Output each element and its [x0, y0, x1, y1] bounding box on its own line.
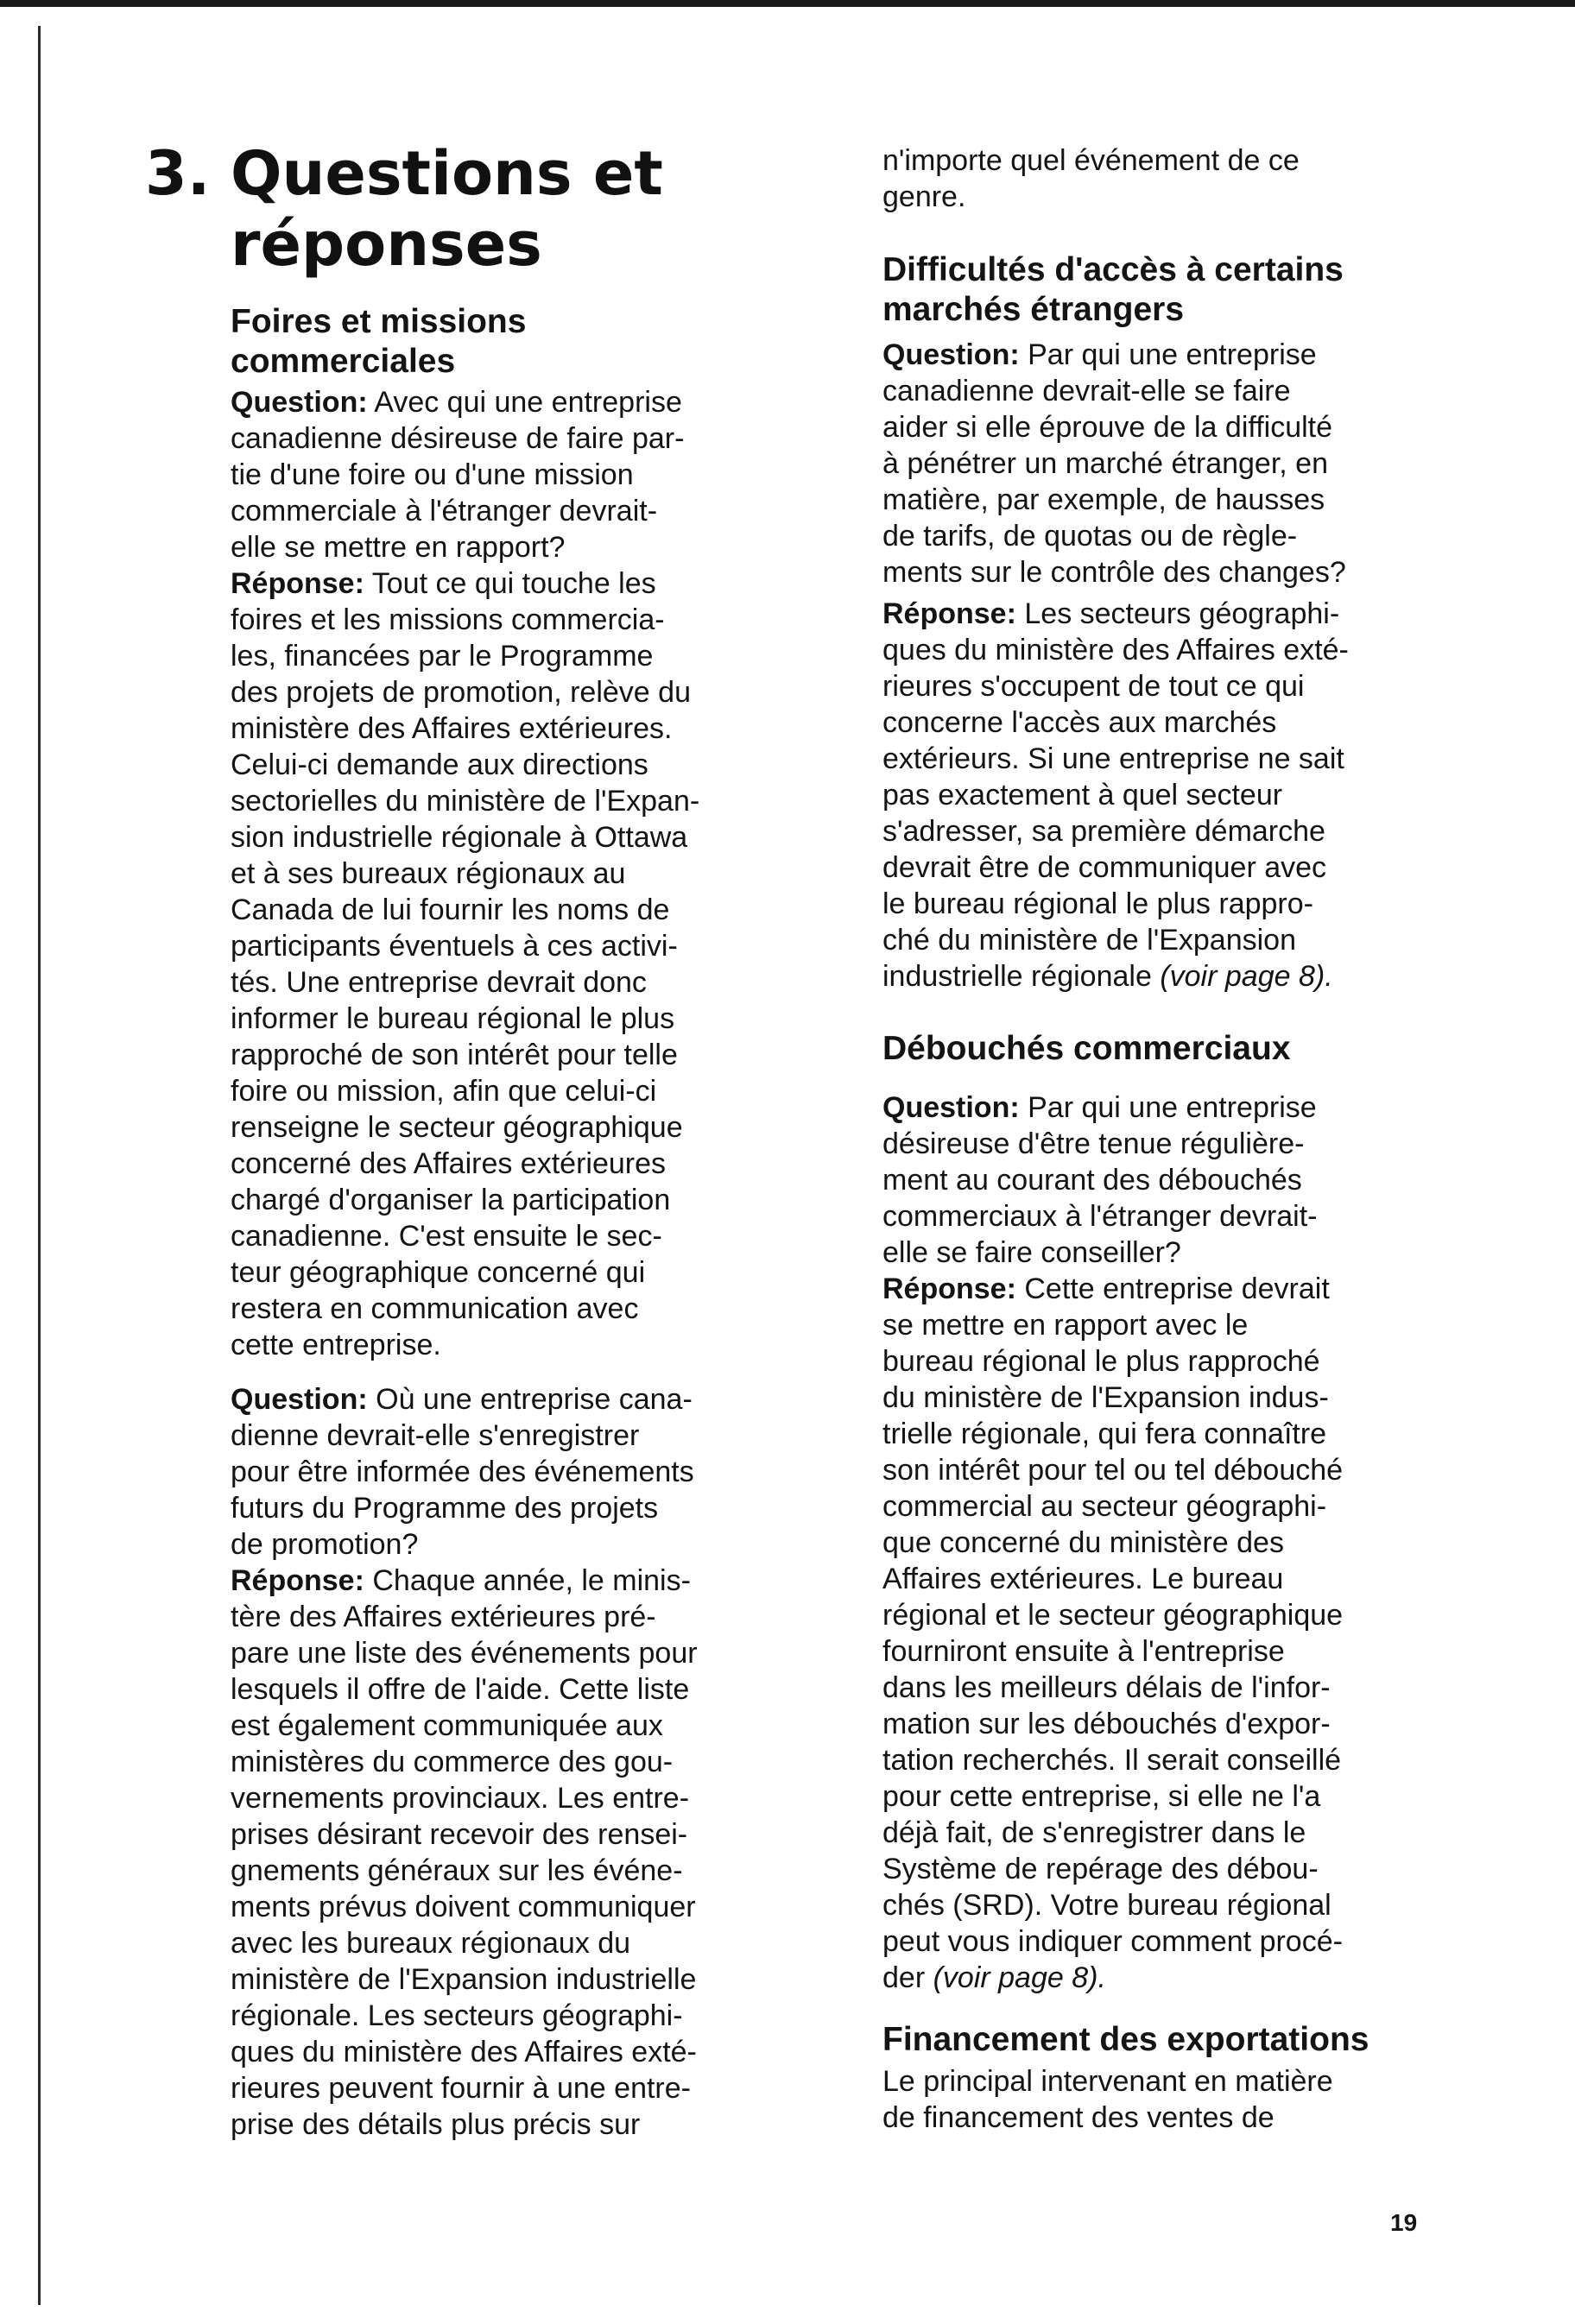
paragraph-line: [231, 1671, 689, 1708]
line-text: gnements généraux sur les événe-: [231, 1854, 683, 1887]
paragraph-line: [231, 1490, 658, 1526]
paragraph-line: [231, 1146, 666, 1182]
line-text: mation sur les débouchés d'expor-: [882, 1708, 1331, 1740]
line-text: Canada de lui fournir les noms de: [231, 894, 670, 926]
line-text: canadienne désireuse de faire par-: [231, 422, 685, 455]
paragraph-line: [882, 2100, 1275, 2136]
line-text: Par qui une entreprise: [1028, 338, 1317, 371]
paragraph-line: [231, 638, 653, 674]
line-text: et à ses bureaux régionaux au: [231, 857, 626, 890]
line-text: Cette entreprise devrait: [1024, 1273, 1330, 1305]
paragraph-line: [231, 493, 657, 529]
line-text: commerciaux à l'étranger devrait-: [882, 1200, 1318, 1233]
paragraph-line: [882, 445, 1328, 482]
paragraph-line: [882, 1815, 1306, 1851]
paragraph-line: [882, 1126, 1304, 1162]
line-text: genre.: [882, 180, 966, 213]
paragraph-line: [231, 856, 625, 892]
answer-label: Réponse:: [231, 1564, 364, 1597]
line-text: foire ou mission, afin que celui-ci: [231, 1075, 657, 1108]
paragraph-line: [882, 1778, 1320, 1815]
paragraph-line: [231, 1526, 418, 1563]
question-label: Question:: [231, 1383, 368, 1416]
answer-label: Réponse:: [882, 1273, 1016, 1305]
paragraph-line: [882, 596, 1339, 632]
paragraph-line: [231, 892, 669, 928]
paragraph-line: [231, 1780, 689, 1816]
paragraph-line: [231, 1327, 441, 1363]
paragraph-line: [231, 710, 673, 747]
paragraph-line: [231, 747, 648, 783]
paragraph-line: [882, 704, 1276, 741]
scan-top-edge: [0, 0, 1575, 7]
line-text: der: [882, 1961, 926, 1994]
line-text: du ministère de l'Expansion indus-: [882, 1381, 1329, 1414]
line-text: chargé d'organiser la participation: [231, 1184, 671, 1216]
line-text: Chaque année, le minis-: [372, 1564, 691, 1597]
section-heading: Difficultés d'accès à certains: [882, 251, 1344, 288]
line-text: régional et le secteur géographique: [882, 1599, 1344, 1632]
paragraph-line: [231, 420, 684, 457]
line-text: de financement des ventes de: [882, 2101, 1275, 2134]
paragraph-line: [882, 1380, 1329, 1416]
line-text: Les secteurs géographi-: [1024, 597, 1340, 630]
line-text: informer le bureau régional le plus: [231, 1002, 675, 1035]
line-text: fourniront ensuite à l'entreprise: [882, 1635, 1285, 1668]
line-text: à pénétrer un marché étranger, en: [882, 447, 1328, 480]
line-text: Système de repérage des débou-: [882, 1853, 1319, 1885]
paragraph-line: [231, 1381, 693, 1418]
section-heading: commerciales: [231, 343, 456, 380]
line-text: renseigne le secteur géographique: [231, 1111, 683, 1144]
paragraph-line: [882, 337, 1317, 373]
paragraph-line: [882, 741, 1344, 777]
paragraph-line: [882, 1198, 1317, 1235]
paragraph-line: [882, 1597, 1343, 1633]
paragraph-line: [882, 482, 1325, 518]
line-text: canadienne devrait-elle se faire: [882, 375, 1291, 407]
paragraph-line: [882, 1416, 1326, 1452]
line-text: vernements provinciaux. Les entre-: [231, 1782, 690, 1815]
line-text: prise des détails plus précis sur: [231, 2108, 641, 2141]
paragraph-line: [882, 668, 1304, 704]
paragraph-line: [231, 1889, 696, 1925]
line-text: foires et les missions commercia-: [231, 603, 665, 636]
line-text: ments sur le contrôle des changes?: [882, 556, 1346, 589]
page-reference: (voir page 8).: [1160, 960, 1333, 993]
page-number: 19: [1390, 2209, 1418, 2236]
line-text: pas exactement à quel secteur: [882, 779, 1283, 812]
line-text: ment au courant des débouchés: [882, 1164, 1302, 1197]
question-label: Question:: [231, 386, 368, 419]
paragraph-line: [231, 1961, 696, 1998]
line-text: de promotion?: [231, 1528, 419, 1561]
line-text: commercial au secteur géographi-: [882, 1490, 1327, 1523]
paragraph-line: [231, 1218, 662, 1254]
paragraph-line: [882, 1960, 1106, 1996]
paragraph-line: [882, 373, 1291, 409]
paragraph-line: [231, 1563, 691, 1599]
paragraph-line: [231, 565, 656, 602]
paragraph-line: [231, 1925, 630, 1961]
answer-label: Réponse:: [231, 567, 364, 600]
line-text: industrielle régionale: [882, 960, 1152, 993]
line-text: sectorielles du ministère de l'Expan-: [231, 785, 700, 818]
line-text: teur géographique concerné qui: [231, 1256, 646, 1289]
paragraph-line: [882, 518, 1297, 554]
line-text: Tout ce qui touche les: [371, 567, 656, 600]
line-text: son intérêt pour tel ou tel débouché: [882, 1454, 1344, 1487]
chapter-number: 3.: [145, 138, 211, 209]
line-text: bureau régional le plus rapproché: [882, 1345, 1320, 1378]
paragraph-line: [882, 1561, 1283, 1597]
page-reference: (voir page 8).: [933, 1961, 1106, 1994]
paragraph-line: [231, 1073, 656, 1109]
paragraph-line: [231, 1853, 683, 1889]
line-text: Le principal intervenant en matière: [882, 2065, 1333, 2098]
line-text: ministère de l'Expansion industrielle: [231, 1963, 697, 1996]
scan-left-edge: [38, 26, 41, 2305]
line-text: n'importe quel événement de ce: [882, 144, 1300, 177]
line-text: concerné des Affaires extérieures: [231, 1147, 666, 1180]
paragraph-line: [882, 1887, 1331, 1923]
line-text: rapproché de son intérêt pour telle: [231, 1039, 678, 1071]
line-text: extérieurs. Si une entreprise ne sait: [882, 742, 1344, 775]
paragraph-line: [231, 1182, 670, 1218]
paragraph-line: [882, 958, 1333, 995]
paragraph-line: [231, 1599, 656, 1635]
line-text: ques du ministère des Affaires exté-: [882, 634, 1349, 666]
paragraph-line: [882, 2063, 1333, 2100]
paragraph-line: [882, 1235, 1181, 1271]
paragraph-line: [882, 1742, 1341, 1778]
line-text: sion industrielle régionale à Ottawa: [231, 821, 688, 854]
paragraph-line: [231, 1816, 687, 1853]
paragraph-line: [882, 1307, 1248, 1343]
paragraph-line: [231, 1037, 678, 1073]
paragraph-line: [882, 1923, 1343, 1960]
paragraph-line: [882, 1851, 1319, 1887]
line-text: Celui-ci demande aux directions: [231, 748, 648, 781]
line-text: Par qui une entreprise: [1028, 1091, 1317, 1124]
paragraph-line: [231, 928, 678, 964]
paragraph-line: [231, 2034, 697, 2070]
paragraph-line: [882, 1525, 1284, 1561]
paragraph-line: [882, 179, 965, 215]
line-text: rieures s'occupent de tout ce qui: [882, 670, 1305, 703]
line-text: ché du ministère de l'Expansion: [882, 924, 1296, 957]
section-heading: marchés étrangers: [882, 291, 1185, 328]
line-text: Affaires extérieures. Le bureau: [882, 1563, 1284, 1595]
paragraph-line: [882, 813, 1325, 849]
line-text: rieures peuvent fournir à une entre-: [231, 2072, 691, 2105]
line-text: commerciale à l'étranger devrait-: [231, 495, 658, 527]
paragraph-line: [882, 886, 1313, 922]
paragraph-line: [882, 849, 1326, 886]
line-text: aider si elle éprouve de la difficulté: [882, 411, 1333, 444]
paragraph-line: [882, 1488, 1326, 1525]
line-text: participants éventuels à ces activi-: [231, 930, 678, 963]
line-text: pare une liste des événements pour: [231, 1637, 698, 1670]
paragraph-line: [231, 1418, 639, 1454]
line-text: tés. Une entreprise devrait donc: [231, 966, 647, 999]
paragraph-line: [882, 922, 1296, 958]
line-text: matière, par exemple, de hausses: [882, 483, 1325, 516]
line-text: les, financées par le Programme: [231, 640, 654, 673]
paragraph-line: [882, 1670, 1331, 1706]
paragraph-line: [231, 529, 565, 565]
answer-label: Réponse:: [882, 597, 1016, 630]
line-text: Où une entreprise cana-: [376, 1383, 693, 1416]
paragraph-line: [231, 964, 647, 1001]
line-text: dienne devrait-elle s'enregistrer: [231, 1419, 640, 1452]
paragraph-line: [231, 384, 682, 420]
chapter-title-line: Questions et: [231, 138, 663, 209]
chapter-title-line: réponses: [231, 209, 542, 280]
line-text: elle se mettre en rapport?: [231, 531, 566, 564]
paragraph-line: [882, 409, 1332, 445]
section-heading: Financement des exportations: [882, 2021, 1369, 2058]
paragraph-line: [231, 1635, 698, 1671]
line-text: prises désirant recevoir des rensei-: [231, 1818, 688, 1851]
paragraph-line: [882, 1271, 1330, 1307]
line-text: déjà fait, de s'enregistrer dans le: [882, 1816, 1306, 1849]
line-text: trielle régionale, qui fera connaître: [882, 1418, 1327, 1450]
line-text: des projets de promotion, relève du: [231, 676, 691, 709]
line-text: elle se faire conseiller?: [882, 1236, 1181, 1269]
line-text: Avec qui une entreprise: [374, 386, 682, 419]
paragraph-line: [882, 554, 1346, 590]
line-text: désireuse d'être tenue régulière-: [882, 1127, 1305, 1160]
line-text: se mettre en rapport avec le: [882, 1309, 1249, 1342]
line-text: restera en communication avec: [231, 1292, 639, 1325]
paragraph-line: [231, 1708, 663, 1744]
line-text: chés (SRD). Votre bureau régional: [882, 1889, 1331, 1922]
line-text: canadienne. C'est ensuite le sec-: [231, 1220, 662, 1253]
line-text: pour être informée des événements: [231, 1456, 694, 1488]
line-text: ments prévus doivent communiquer: [231, 1891, 696, 1923]
paragraph-line: [882, 1452, 1343, 1488]
paragraph-line: [882, 1706, 1331, 1742]
line-text: régionale. Les secteurs géographi-: [231, 1999, 683, 2032]
line-text: ministères du commerce des gou-: [231, 1746, 674, 1778]
line-text: est également communiquée aux: [231, 1709, 663, 1742]
paragraph-line: [882, 777, 1282, 813]
paragraph-line: [231, 1998, 683, 2034]
paragraph-line: [231, 1254, 645, 1291]
question-label: Question:: [882, 338, 1020, 371]
line-text: tie d'une foire ou d'une mission: [231, 458, 634, 491]
line-text: cette entreprise.: [231, 1329, 441, 1361]
paragraph-line: [231, 1109, 683, 1146]
line-text: tation recherchés. Il serait conseillé: [882, 1744, 1342, 1777]
paragraph-line: [231, 1291, 638, 1327]
paragraph-line: [882, 1633, 1285, 1670]
section-heading: Débouchés commerciaux: [882, 1030, 1291, 1067]
paragraph-line: [231, 674, 691, 710]
paragraph-line: [882, 1089, 1317, 1126]
line-text: peut vous indiquer comment procé-: [882, 1925, 1343, 1958]
line-text: ministère des Affaires extérieures.: [231, 712, 673, 745]
line-text: ques du ministère des Affaires exté-: [231, 2036, 697, 2068]
paragraph-line: [882, 1162, 1302, 1198]
question-label: Question:: [882, 1091, 1020, 1124]
line-text: s'adresser, sa première démarche: [882, 815, 1325, 848]
paragraph-line: [231, 2070, 691, 2106]
paragraph-line: [231, 819, 687, 856]
paragraph-line: [231, 602, 665, 638]
paragraph-line: [231, 1744, 673, 1780]
line-text: de tarifs, de quotas ou de règle-: [882, 520, 1298, 553]
line-text: futurs du Programme des projets: [231, 1492, 659, 1525]
line-text: pour cette entreprise, si elle ne l'a: [882, 1780, 1321, 1813]
section-heading: Foires et missions: [231, 303, 527, 340]
paragraph-line: [882, 142, 1300, 179]
line-text: dans les meilleurs délais de l'infor-: [882, 1671, 1331, 1704]
line-text: le bureau régional le plus rappro-: [882, 887, 1313, 920]
paragraph-line: [231, 1001, 674, 1037]
line-text: avec les bureaux régionaux du: [231, 1927, 631, 1960]
paragraph-line: [231, 2106, 640, 2143]
line-text: lesquels il offre de l'aide. Cette liste: [231, 1673, 690, 1706]
paragraph-line: [231, 1454, 694, 1490]
line-text: que concerné du ministère des: [882, 1526, 1284, 1559]
line-text: devrait être de communiquer avec: [882, 851, 1327, 884]
paragraph-line: [882, 632, 1349, 668]
paragraph-line: [231, 457, 634, 493]
line-text: concerne l'accès aux marchés: [882, 706, 1277, 739]
line-text: tère des Affaires extérieures pré-: [231, 1601, 656, 1633]
paragraph-line: [882, 1343, 1320, 1380]
paragraph-line: [231, 783, 699, 819]
